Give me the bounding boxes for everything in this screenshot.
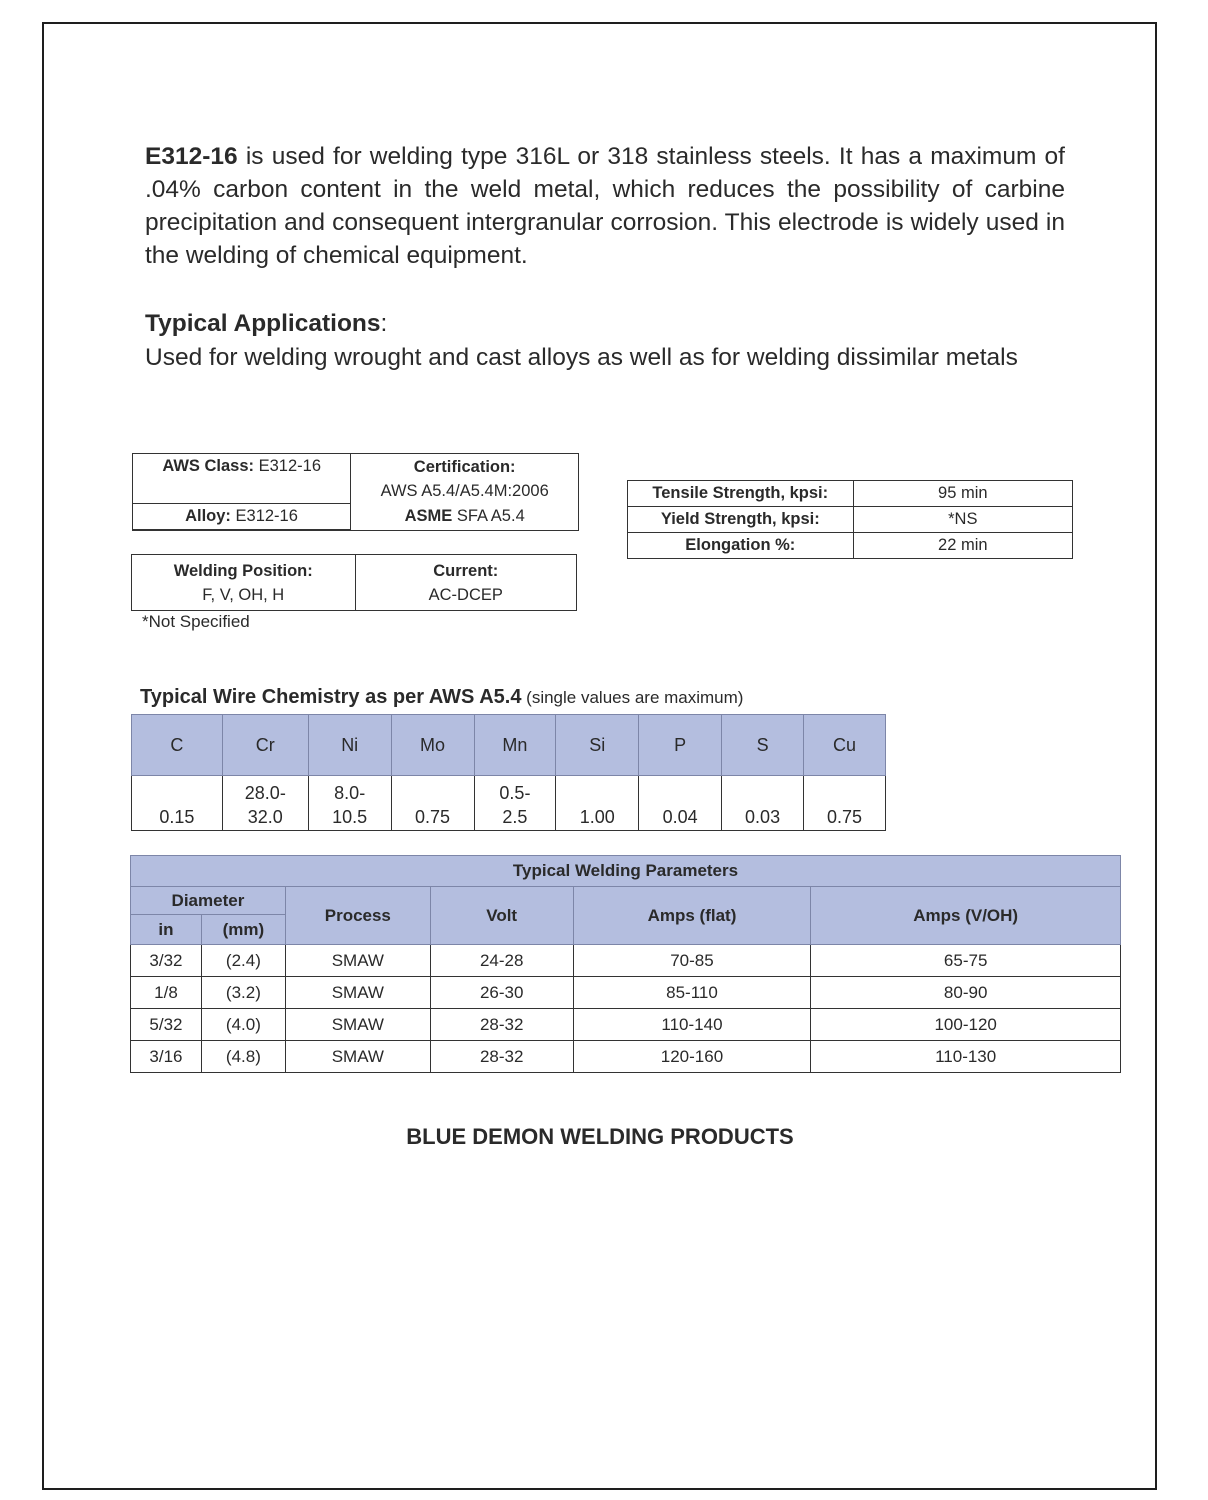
asme-cell — [351, 504, 579, 530]
certification-value: AWS A5.4/A5.4M:2006 — [380, 482, 549, 500]
current-value: AC-DCEP — [428, 585, 503, 604]
aws-class-label: AWS Class: — [162, 457, 255, 475]
aws-class-value: E312-16 — [258, 457, 322, 475]
certification-cell — [351, 454, 579, 505]
welding-parameters-title: Typical Welding Parameters — [131, 856, 1121, 887]
element-header: Ni — [308, 715, 391, 776]
chemistry-subtitle: (single values are maximum) — [521, 688, 744, 707]
applications-colon: : — [380, 310, 388, 337]
product-code: E312-16 — [145, 143, 238, 170]
element-header: Mo — [391, 715, 474, 776]
mechanical-value: 95 min — [853, 481, 1072, 507]
alloy-label: Alloy: — [185, 507, 231, 525]
asme-label: ASME — [404, 507, 453, 526]
alloy-cell — [133, 504, 351, 530]
applications-heading-text: Typical Applications — [145, 310, 381, 337]
element-value: 0.04 — [639, 776, 722, 831]
mechanical-value: *NS — [853, 507, 1072, 533]
table-row: 1/8 (3.2) SMAW 26-30 85-110 80-90 — [131, 977, 1121, 1009]
chemistry-header-row — [132, 715, 886, 776]
welding-position-value: F, V, OH, H — [202, 585, 285, 604]
welding-parameters-table — [130, 855, 1121, 1073]
element-header: P — [639, 715, 722, 776]
element-header: C — [132, 715, 223, 776]
element-value: 0.75 — [391, 776, 474, 831]
volt-header: Volt — [430, 887, 573, 945]
intro-text: is used for welding type 316L or 318 stainless steels. It has a maximum of .04% carbon content in the weld metal, which reduces the possibility of carbine precipitation and consequent intergranular corrosion. This electrode is widely used in the welding of chemical equipment. — [145, 143, 1065, 269]
intro-paragraph — [145, 140, 1065, 272]
chemistry-title — [140, 686, 743, 709]
element-value: 0.15 — [132, 776, 223, 831]
element-header: Cr — [222, 715, 308, 776]
mechanical-label: Yield Strength, kpsi: — [628, 507, 854, 533]
element-value: 0.03 — [722, 776, 804, 831]
mechanical-row — [628, 481, 1073, 507]
certification-label: Certification: — [413, 458, 516, 476]
mechanical-table — [627, 480, 1073, 559]
element-value: 1.00 — [556, 776, 639, 831]
asme-value: SFA A5.4 — [456, 507, 525, 526]
element-header: Si — [556, 715, 639, 776]
applications-text: Used for welding wrought and cast alloys as well as for welding dissimilar metals — [145, 344, 1018, 371]
element-value: 8.0- 10.5 — [308, 776, 391, 831]
alloy-value: E312-16 — [235, 507, 298, 525]
element-value: 28.0- 32.0 — [222, 776, 308, 831]
amps-flat-header: Amps (flat) — [573, 887, 811, 945]
current-label: Current: — [433, 561, 499, 580]
mechanical-row — [628, 507, 1073, 533]
chemistry-title-text: Typical Wire Chemistry as per AWS A5.4 — [140, 686, 522, 708]
chemistry-values-row — [132, 776, 886, 831]
element-header: Mn — [474, 715, 556, 776]
welding-position-label: Welding Position: — [173, 561, 313, 580]
diameter-header: Diameter — [131, 887, 286, 915]
mechanical-row — [628, 533, 1073, 559]
table-row: 3/16 (4.8) SMAW 28-32 120-160 110-130 — [131, 1041, 1121, 1073]
company-footer: BLUE DEMON WELDING PRODUCTS — [406, 1124, 794, 1149]
element-header: Cu — [804, 715, 886, 776]
welding-position-cell — [132, 555, 356, 611]
not-specified-note: *Not Specified — [142, 612, 250, 631]
table-row: 3/32 (2.4) SMAW 24-28 70-85 65-75 — [131, 945, 1121, 977]
chemistry-table — [131, 714, 886, 831]
mechanical-value: 22 min — [853, 533, 1072, 559]
position-table — [131, 554, 577, 611]
element-header: S — [722, 715, 804, 776]
mm-header: (mm) — [201, 915, 285, 945]
alloy-table — [132, 503, 351, 530]
mechanical-label: Tensile Strength, kpsi: — [628, 481, 854, 507]
element-value: 0.5- 2.5 — [474, 776, 556, 831]
amps-voh-header: Amps (V/OH) — [811, 887, 1121, 945]
mechanical-label: Elongation %: — [628, 533, 854, 559]
inch-header: in — [131, 915, 202, 945]
table-row: 5/32 (4.0) SMAW 28-32 110-140 100-120 — [131, 1009, 1121, 1041]
element-value: 0.75 — [804, 776, 886, 831]
current-cell — [355, 555, 577, 611]
process-header: Process — [285, 887, 430, 945]
applications-heading — [145, 310, 387, 338]
